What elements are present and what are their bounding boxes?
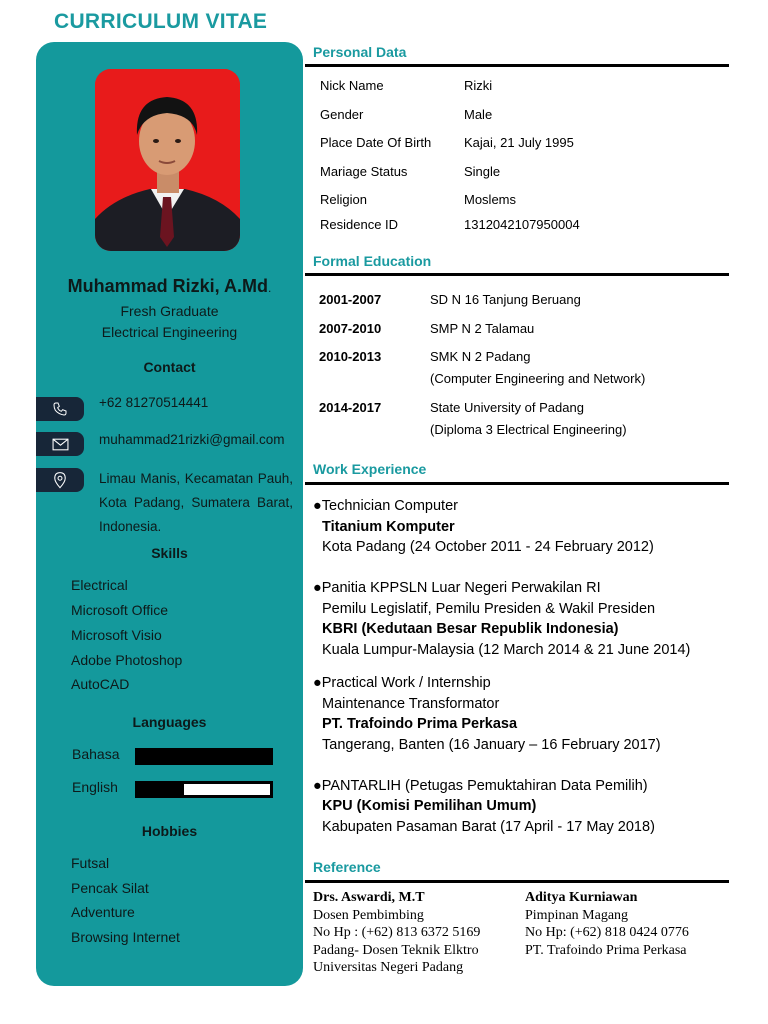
hobby-item: Adventure <box>71 904 135 920</box>
personal-data-label: Religion <box>320 192 367 207</box>
personal-data-label: Residence ID <box>320 217 399 232</box>
personal-data-label: Nick Name <box>320 78 384 93</box>
languages-heading: Languages <box>132 714 207 730</box>
personal-data-value: Moslems <box>464 192 517 207</box>
language-label: Bahasa <box>72 746 120 762</box>
work-location-dates: Tangerang, Banten (16 January – 16 February 2017) <box>322 737 661 753</box>
hobbies-heading: Hobbies <box>141 823 198 839</box>
education-years: 2007-2010 <box>319 321 382 336</box>
work-location-dates: Kuala Lumpur-Malaysia (12 March 2014 & 21 June 2014) <box>322 642 691 658</box>
language-level-bar <box>135 748 273 765</box>
phone-number[interactable]: +62 81270514441 <box>99 395 209 410</box>
education-years: 2001-2007 <box>319 292 382 307</box>
reference-heading: Reference <box>313 859 381 875</box>
portrait-illustration <box>95 69 240 251</box>
education-school: State University of Padang <box>430 400 584 415</box>
language-level-remaining <box>184 784 270 795</box>
skill-item: Adobe Photoshop <box>71 652 183 668</box>
mail-icon <box>36 432 84 456</box>
education-school: SD N 16 Tanjung Beruang <box>430 292 581 307</box>
skill-item: AutoCAD <box>71 676 130 692</box>
personal-data-label: Place Date Of Birth <box>320 135 432 150</box>
hobby-item: Browsing Internet <box>71 929 180 945</box>
personal-data-heading: Personal Data <box>313 44 407 60</box>
hobby-item: Pencak Silat <box>71 880 149 896</box>
reference-detail: Universitas Negeri Padang <box>313 960 464 975</box>
language-label: English <box>72 779 118 795</box>
skills-heading: Skills <box>151 545 188 561</box>
education-note: (Computer Engineering and Network) <box>430 371 646 386</box>
reference-role: Dosen Pembimbing <box>313 907 424 923</box>
skill-item: Microsoft Office <box>71 602 168 618</box>
section-divider <box>305 880 729 883</box>
personal-data-label: Mariage Status <box>320 164 408 179</box>
email-address[interactable]: muhammad21rizki@gmail.com <box>99 432 285 447</box>
work-location-dates: Kabupaten Pasaman Barat (17 April - 17 May 2018) <box>322 819 655 835</box>
personal-data-label: Gender <box>320 107 364 122</box>
reference-phone: No Hp : (+62) 813 6372 5169 <box>313 925 481 940</box>
phone-icon <box>36 397 84 421</box>
section-divider <box>305 64 729 67</box>
education-years: 2010-2013 <box>319 349 382 364</box>
document-title: CURRICULUM VITAE <box>54 10 268 33</box>
reference-role: Pimpinan Magang <box>525 907 629 923</box>
work-description: Pemilu Legislatif, Pemilu Presiden & Wakil Presiden <box>322 601 656 617</box>
work-location-dates: Kota Padang (24 October 2011 - 24 February 2012) <box>322 539 654 555</box>
education-note: (Diploma 3 Electrical Engineering) <box>430 422 627 437</box>
profile-field: Electrical Engineering <box>101 324 238 340</box>
personal-data-value: Male <box>464 107 493 122</box>
section-divider <box>305 273 729 276</box>
work-position: ●PANTARLIH (Petugas Pemuktahiran Data Pemilih) <box>313 778 648 794</box>
profile-name: Muhammad Rizki, A.Md. <box>67 276 272 296</box>
hobby-item: Futsal <box>71 855 110 871</box>
work-employer: KBRI (Kedutaan Besar Republik Indonesia) <box>322 621 619 637</box>
work-experience-heading: Work Experience <box>313 461 427 477</box>
reference-phone: No Hp: (+62) 818 0424 0776 <box>525 925 689 940</box>
language-level-bar <box>135 781 273 798</box>
sidebar <box>36 42 303 986</box>
location-pin-icon <box>36 468 84 492</box>
reference-detail: PT. Trafoindo Prima Perkasa <box>525 942 687 958</box>
reference-person <box>313 889 480 977</box>
work-position: ●Practical Work / Internship <box>313 675 491 691</box>
education-years: 2014-2017 <box>319 400 382 415</box>
personal-data-value: Single <box>464 164 501 179</box>
education-school: SMK N 2 Padang <box>430 349 531 364</box>
education-heading: Formal Education <box>313 253 432 269</box>
personal-data-value: 1312042107950004 <box>464 217 580 232</box>
contact-heading: Contact <box>143 359 196 375</box>
reference-name: Aditya Kurniawan <box>525 890 638 905</box>
home-address: Limau Manis, Kecamatan Pauh, Kota Padang, Sumatera Barat, Indonesia. <box>99 471 293 534</box>
work-employer: Titanium Komputer <box>322 519 455 535</box>
personal-data-value: Rizki <box>464 78 493 93</box>
section-divider <box>305 482 729 485</box>
work-employer: PT. Trafoindo Prima Perkasa <box>322 716 518 732</box>
reference-detail: Padang- Dosen Teknik Elktro <box>313 942 479 958</box>
work-position: ●Panitia KPPSLN Luar Negeri Perwakilan RI <box>313 580 601 596</box>
profile-role: Fresh Graduate <box>120 303 219 319</box>
work-employer: KPU (Komisi Pemilihan Umum) <box>322 798 537 814</box>
reference-person <box>525 889 689 959</box>
work-position: ●Technician Computer <box>313 498 458 514</box>
education-school: SMP N 2 Talamau <box>430 321 535 336</box>
skill-item: Electrical <box>71 577 128 593</box>
skill-item: Microsoft Visio <box>71 627 162 643</box>
personal-data-value: Kajai, 21 July 1995 <box>464 135 574 150</box>
work-description: Maintenance Transformator <box>322 696 500 712</box>
profile-photo <box>95 69 240 251</box>
reference-name: Drs. Aswardi, M.T <box>313 890 425 905</box>
